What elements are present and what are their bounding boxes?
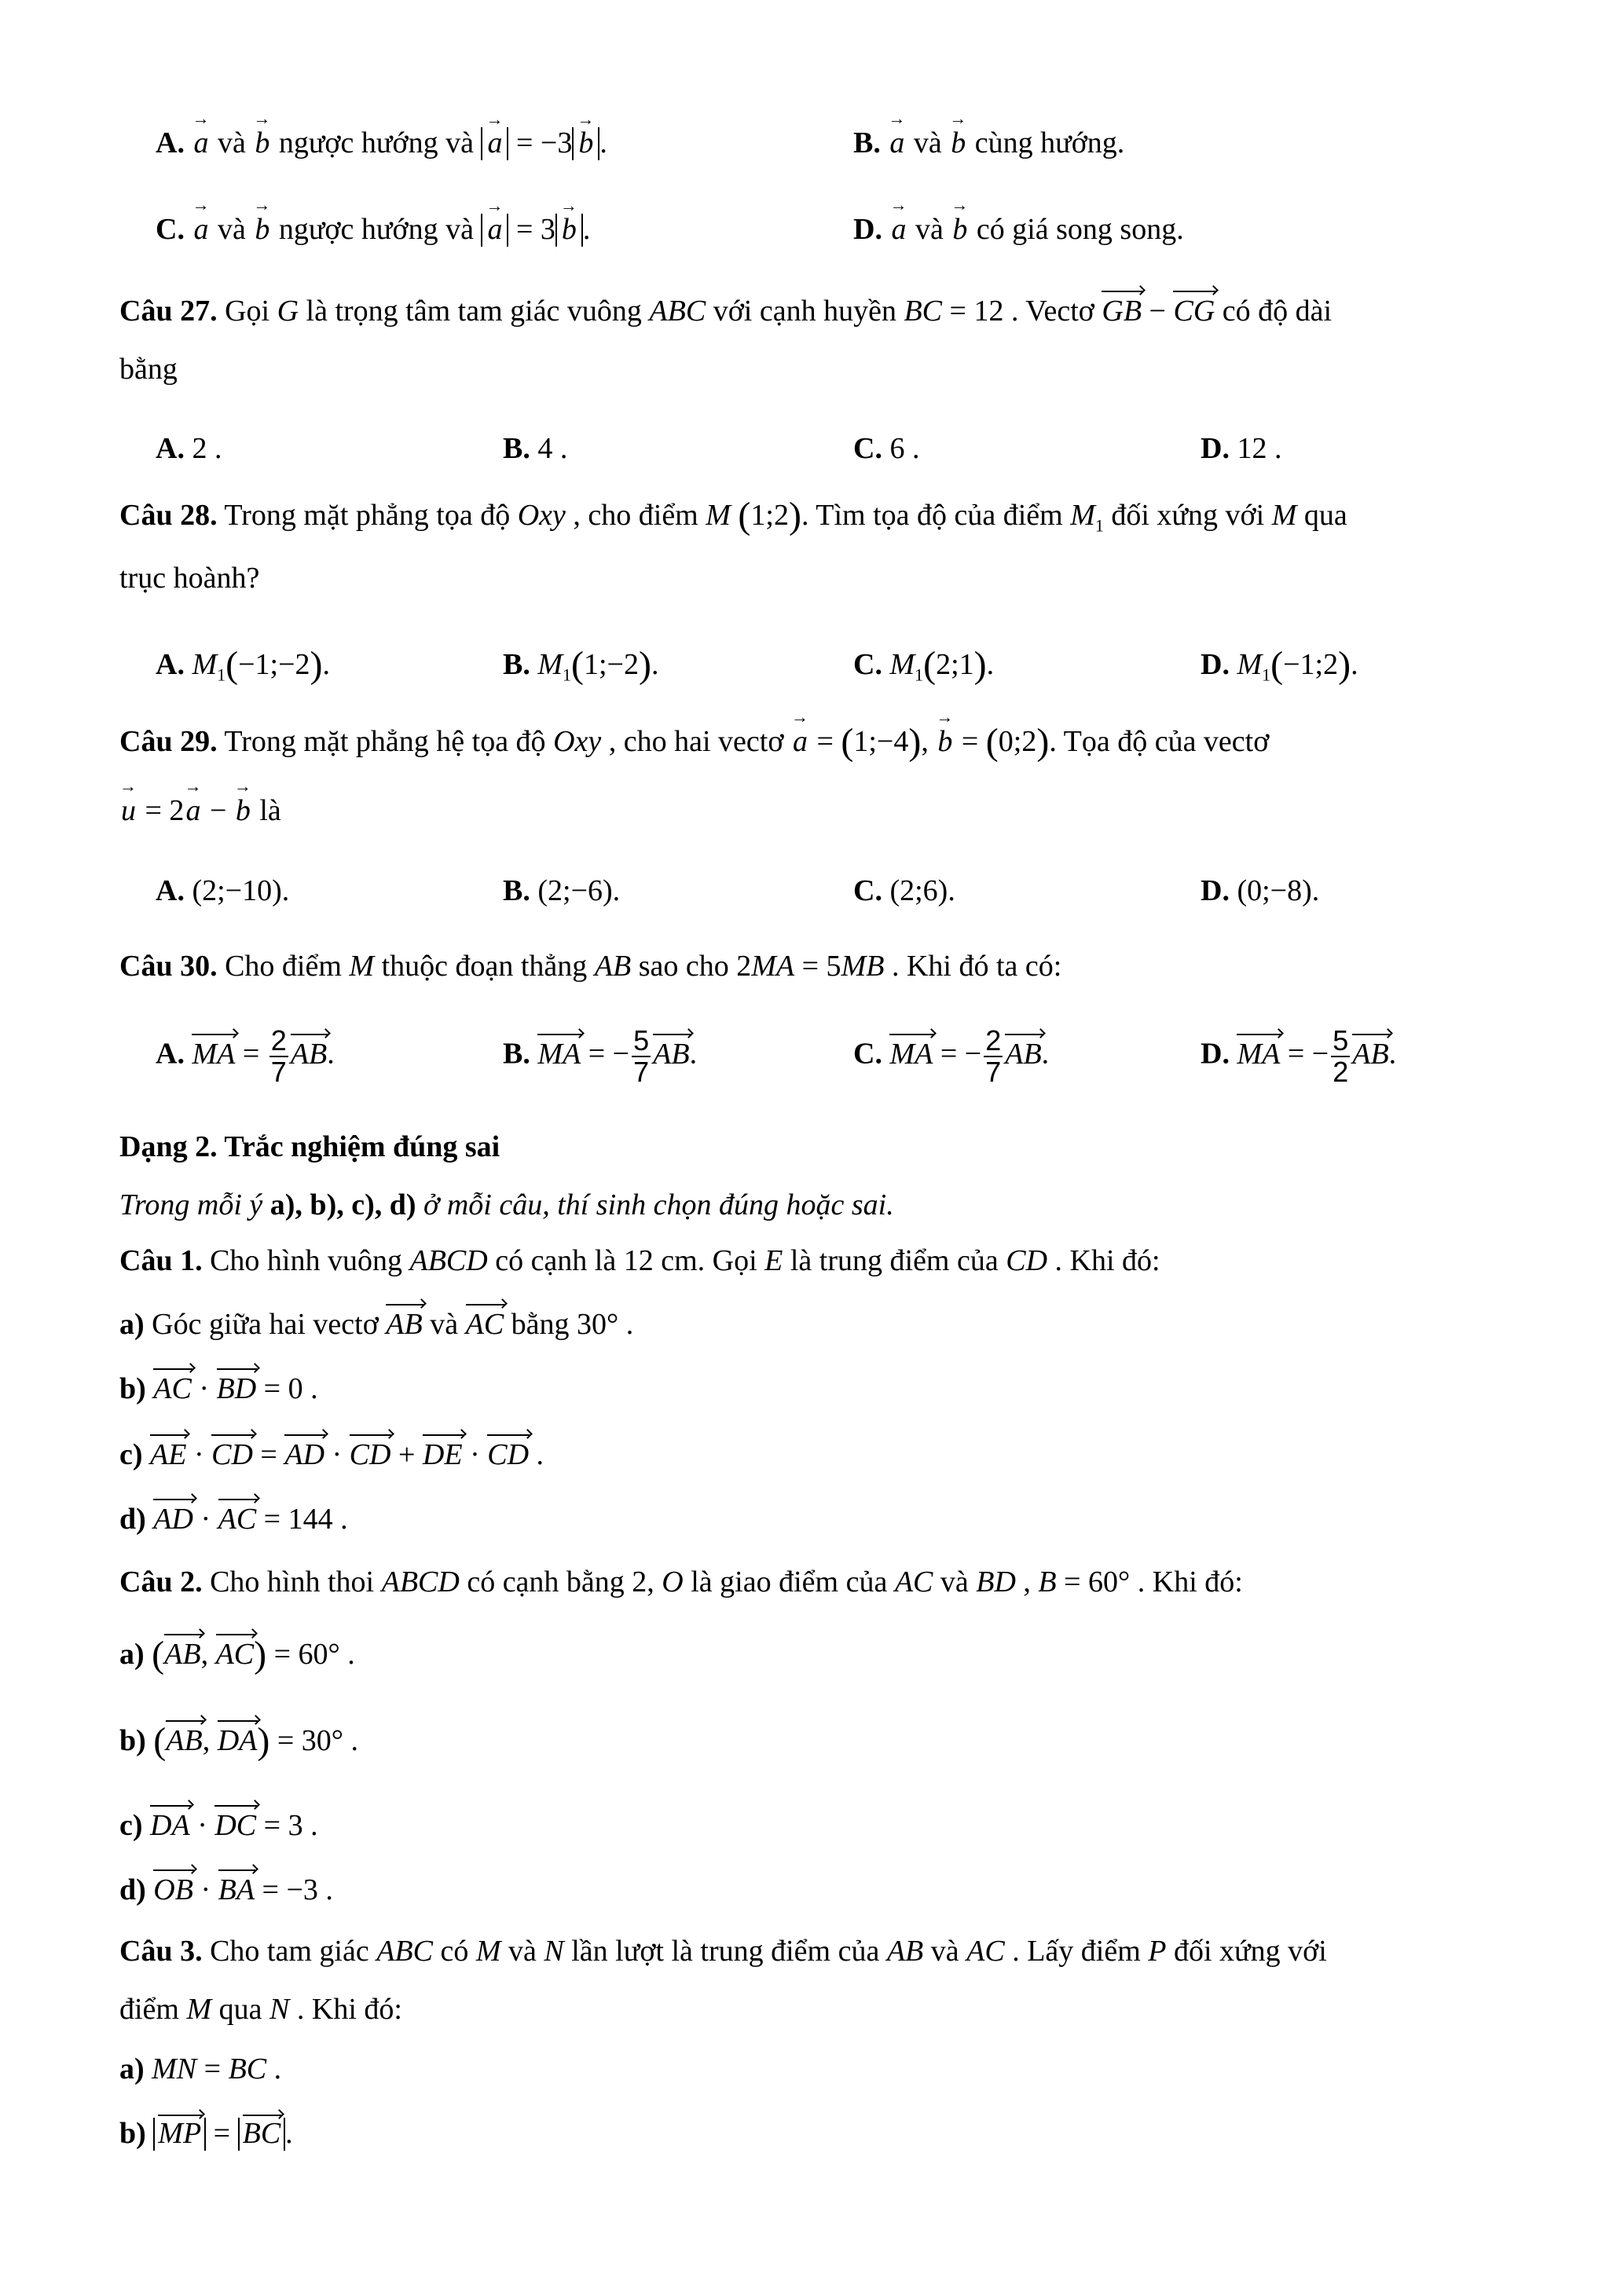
option-text: (0;−8).: [1237, 874, 1320, 907]
option-label: A.: [156, 648, 185, 681]
item-label: c): [119, 1809, 143, 1842]
question-label: Câu 2.: [119, 1565, 203, 1598]
option-label: B.: [503, 874, 530, 907]
option-label: D.: [1201, 874, 1230, 907]
q30-option-b: B. MA = − $\frac{5}{7}$ AB.: [503, 1024, 698, 1088]
q28-option-b: B. $M_1(1;-2)$.: [503, 644, 659, 686]
q29-option-c: [853, 873, 955, 910]
tf2-item-c: c) DA · DC = 3 .: [119, 1808, 318, 1844]
option-label: D.: [853, 213, 882, 246]
question-label: Câu 1.: [119, 1244, 203, 1277]
option-label: D.: [1201, 648, 1230, 681]
option-label: B.: [503, 1037, 530, 1071]
q29-option-a: [156, 873, 289, 910]
option-label: C.: [853, 648, 882, 681]
item-label: b): [119, 1724, 146, 1757]
item-label: a): [119, 1638, 145, 1671]
item-label: c): [119, 1438, 143, 1471]
option-label: B.: [503, 648, 530, 681]
tf2-item-d: d) OB · BA = −3 .: [119, 1873, 333, 1909]
tf2-item-a: a) (AB, AC) = 60° .: [119, 1634, 355, 1675]
item-label: d): [119, 1503, 146, 1536]
item-label: d): [119, 1873, 146, 1906]
q30-option-d: D. MA = − $\frac{5}{2}$ AB.: [1201, 1024, 1397, 1088]
tf1-stem: Câu 1. Cho hình vuông ABCD có cạnh là 12 cm. Gọi E là trung điểm của CD . Khi đó:: [119, 1244, 1160, 1277]
option-text: 12 .: [1237, 432, 1282, 465]
tf1-item-d: d) AD · AC = 144 .: [119, 1502, 348, 1538]
q26-option-b: B. → a và → b cùng hướng.: [853, 126, 1124, 162]
tf3-stem-line1: Câu 3. Cho tam giác ABC có M và N lần lượt là trung điểm của AB và AC . Lấy điểm P đối xứng với: [119, 1935, 1327, 1968]
q30-option-a: A. MA = $\frac{2}{7}$ AB.: [156, 1024, 335, 1088]
option-label: C.: [853, 874, 882, 907]
section-title-text: Dạng 2. Trắc nghiệm đúng sai: [119, 1130, 500, 1163]
item-label: a): [119, 2052, 145, 2085]
item-label: b): [119, 2117, 146, 2150]
q27-option-d: [1201, 431, 1281, 467]
tf3-item-b: b) MP = BC .: [119, 2117, 293, 2150]
q27-stem-line2: bằng: [119, 353, 178, 386]
item-label: a): [119, 1308, 145, 1341]
q27-stem-line1: Câu 27. Gọi G là trọng tâm tam giác vuông ABC với cạnh huyền BC = 12 . Vectơ GB − CG có độ dài: [119, 294, 1332, 330]
item-label: b): [119, 1372, 146, 1405]
tf2-stem: Câu 2. Cho hình thoi ABCD có cạnh bằng 2, O là giao điểm của AC và BD , B = 60° . Khi đó:: [119, 1565, 1243, 1598]
q28-option-c: C. $M_1(2;1)$.: [853, 644, 995, 686]
q29-stem-line2: → u = 2→ a − → b là: [119, 793, 281, 829]
q29-stem-line1: Câu 29. Trong mặt phẳng hệ tọa độ Oxy , cho hai vectơ → a = (1;−4), → b = (0;2). Tọa độ của vectơ: [119, 720, 1269, 765]
tf1-item-b: b) AC · BD = 0 .: [119, 1371, 318, 1408]
q30-stem: Câu 30. Cho điểm M thuộc đoạn thẳng AB sao cho 2MA = 5MB . Khi đó ta có:: [119, 950, 1062, 983]
q26-option-d: D. → a và → b có giá song song.: [853, 212, 1184, 248]
option-label: A.: [156, 1037, 185, 1071]
question-label: Câu 27.: [119, 295, 218, 328]
q28-stem-line1: Câu 28. Trong mặt phẳng tọa độ Oxy , cho điểm M (1;2). Tìm tọa độ của điểm $M_1$ đối xứng với M qua: [119, 495, 1347, 536]
option-label: A.: [156, 874, 185, 907]
option-text: 6 .: [889, 432, 920, 465]
option-label: B.: [503, 432, 530, 465]
q29-option-b: [503, 873, 620, 910]
option-text: (2;6).: [889, 874, 955, 907]
option-text: (2;−10).: [192, 874, 290, 907]
q28-option-a: A. $M_1(-1;-2)$.: [156, 644, 330, 686]
tf2-item-b: b) (AB, DA) = 30° .: [119, 1720, 358, 1762]
q30-option-c: C. MA = − $\frac{2}{7}$ AB.: [853, 1024, 1050, 1088]
question-label: Câu 30.: [119, 950, 218, 983]
option-text: (2;−6).: [537, 874, 621, 907]
option-text: 2 .: [192, 432, 222, 465]
option-label: B.: [853, 126, 881, 159]
q27-option-a: [156, 431, 222, 467]
option-label: A.: [156, 432, 185, 465]
option-label: D.: [1201, 1037, 1230, 1071]
question-label: Câu 29.: [119, 725, 218, 758]
question-label: Câu 28.: [119, 499, 218, 532]
q28-stem-line2: trục hoành?: [119, 562, 260, 595]
q28-option-d: D. $M_1(-1;2)$.: [1201, 644, 1358, 686]
option-label: C.: [156, 213, 185, 246]
option-text: 4 .: [537, 432, 568, 465]
tf1-item-c: c) AE · CD = AD · CD + DE · CD .: [119, 1437, 544, 1474]
question-label: Câu 3.: [119, 1935, 203, 1968]
q26-option-a: A. → a và → b ngược hướng và → a = −3→ b .: [156, 126, 607, 162]
tf1-item-a: a) Góc giữa hai vectơ AB và AC bằng 30° .: [119, 1307, 633, 1343]
option-label: C.: [853, 432, 882, 465]
tf3-stem-line2: điểm M qua N . Khi đó:: [119, 1993, 402, 2026]
q27-option-b: [503, 431, 567, 467]
section-title: [119, 1130, 500, 1166]
section-instruction: Trong mỗi ý a), b), c), d) ở mỗi câu, thí sinh chọn đúng hoặc sai.: [119, 1188, 894, 1221]
option-label: D.: [1201, 432, 1230, 465]
tf3-item-a: a) MN = BC .: [119, 2052, 282, 2085]
option-label: A.: [156, 126, 185, 159]
q27-option-c: [853, 431, 919, 467]
q26-option-c: C. → a và → b ngược hướng và → a = 3→ b .: [156, 212, 590, 248]
q29-option-d: [1201, 873, 1319, 910]
option-label: C.: [853, 1037, 882, 1071]
